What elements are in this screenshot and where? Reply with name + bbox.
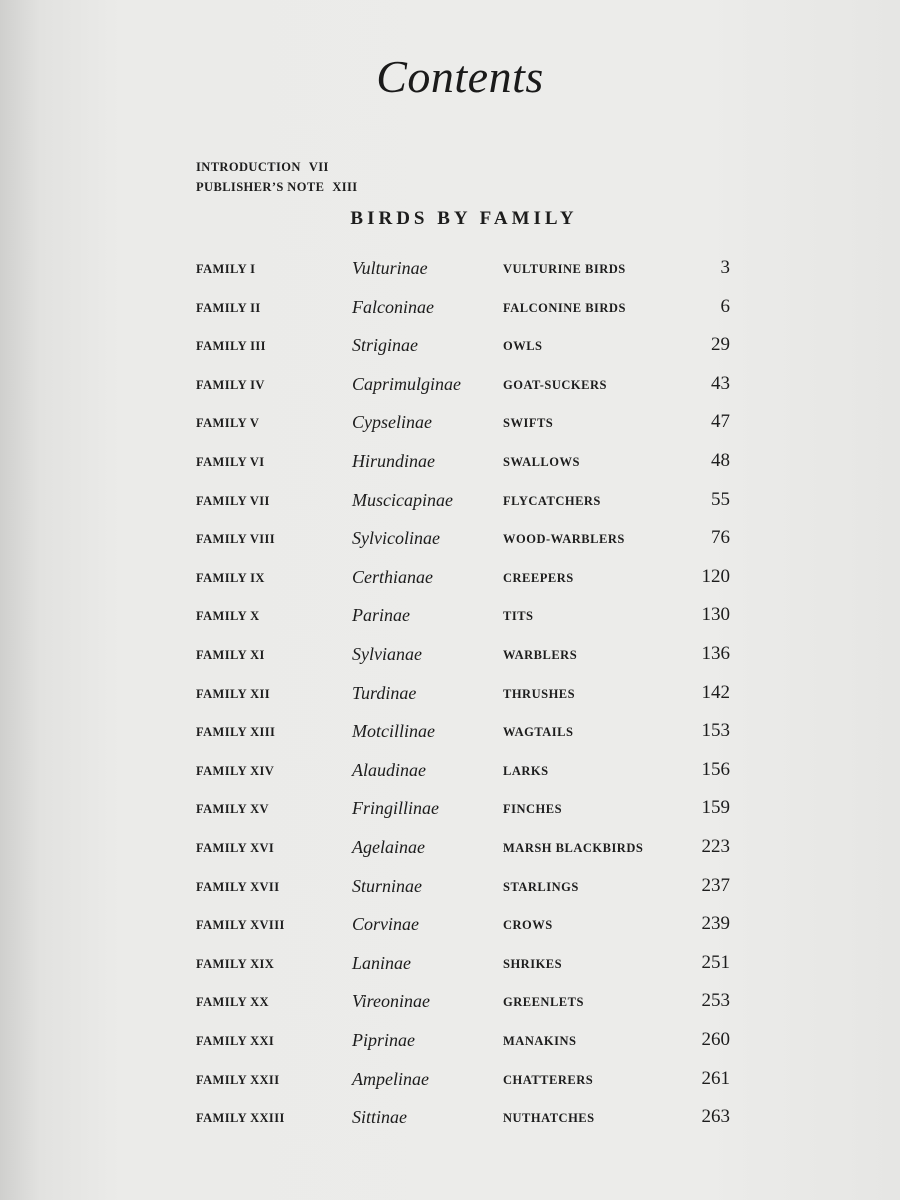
family-page-number: 6 bbox=[720, 295, 730, 317]
family-row bbox=[0, 824, 900, 862]
family-latin-name: Cypselinae bbox=[352, 412, 432, 433]
family-number: FAMILY XXIII bbox=[196, 1111, 285, 1126]
family-page-number: 153 bbox=[701, 720, 730, 742]
family-common-name: MANAKINS bbox=[503, 1034, 577, 1048]
family-latin-name: Sittinae bbox=[352, 1107, 407, 1128]
family-page-number: 55 bbox=[711, 488, 730, 510]
family-row bbox=[0, 1094, 900, 1132]
family-row bbox=[0, 399, 900, 437]
family-number: FAMILY XIX bbox=[196, 956, 275, 971]
family-page-number: 251 bbox=[701, 951, 730, 973]
family-number: FAMILY XIII bbox=[196, 725, 276, 740]
family-row bbox=[0, 322, 900, 360]
family-row bbox=[0, 747, 900, 785]
family-latin-name: Sylvicolinae bbox=[352, 528, 440, 549]
family-number: FAMILY V bbox=[196, 416, 260, 431]
family-row bbox=[0, 708, 900, 746]
family-row bbox=[0, 1017, 900, 1055]
family-latin-name: Agelainae bbox=[352, 837, 425, 857]
family-latin-name: Hirundinae bbox=[352, 451, 435, 471]
family-number: FAMILY XX bbox=[196, 995, 269, 1010]
family-row bbox=[0, 863, 900, 901]
family-latin-name: Vireoninae bbox=[352, 991, 430, 1012]
family-row bbox=[0, 361, 900, 399]
family-common-name: GOAT-SUCKERS bbox=[503, 377, 607, 392]
family-common-name: CREEPERS bbox=[503, 570, 574, 585]
family-number: FAMILY XVII bbox=[196, 879, 280, 894]
family-page-number: 142 bbox=[701, 681, 730, 703]
family-row bbox=[0, 901, 900, 939]
family-latin-name: Piprinae bbox=[352, 1030, 415, 1050]
family-common-name: STARLINGS bbox=[503, 879, 579, 894]
family-page-number: 223 bbox=[701, 836, 730, 857]
family-number: FAMILY VIII bbox=[196, 532, 276, 547]
family-page-number: 120 bbox=[701, 565, 730, 587]
family-row bbox=[0, 785, 900, 823]
family-number: FAMILY XII bbox=[196, 686, 271, 701]
family-common-name: SWIFTS bbox=[503, 416, 554, 431]
family-common-name: MARSH BLACKBIRDS bbox=[503, 841, 644, 855]
family-latin-name: Fringillinae bbox=[352, 798, 439, 819]
family-row bbox=[0, 245, 900, 283]
family-number: FAMILY IX bbox=[196, 570, 265, 585]
family-common-name: LARKS bbox=[503, 763, 549, 778]
family-latin-name: Striginae bbox=[352, 335, 418, 356]
front-matter-page: XIII bbox=[332, 180, 358, 194]
family-number: FAMILY IV bbox=[196, 377, 265, 392]
family-row bbox=[0, 284, 900, 322]
front-matter-label: INTRODUCTION bbox=[196, 160, 301, 174]
family-number: FAMILY XVIII bbox=[196, 918, 285, 933]
family-page-number: 237 bbox=[701, 874, 730, 896]
family-page-number: 260 bbox=[701, 1029, 730, 1050]
family-latin-name: Sturninae bbox=[352, 875, 422, 896]
family-common-name: FLYCATCHERS bbox=[503, 493, 601, 508]
family-page-number: 43 bbox=[711, 372, 730, 394]
family-page-number: 76 bbox=[711, 527, 730, 549]
family-latin-name: Motcillinae bbox=[352, 721, 435, 742]
family-number: FAMILY XXII bbox=[196, 1072, 280, 1087]
family-common-name: VULTURINE BIRDS bbox=[503, 262, 626, 276]
front-matter-item bbox=[196, 177, 358, 197]
family-common-name: GREENLETS bbox=[503, 995, 584, 1010]
family-number: FAMILY XV bbox=[196, 802, 269, 817]
family-row bbox=[0, 1056, 900, 1094]
family-row bbox=[0, 477, 900, 515]
family-latin-name: Falconinae bbox=[352, 296, 434, 317]
front-matter bbox=[196, 157, 358, 197]
family-common-name: TITS bbox=[503, 609, 534, 624]
family-latin-name: Turdinae bbox=[352, 682, 417, 703]
family-page-number: 159 bbox=[701, 797, 730, 819]
family-latin-name: Parinae bbox=[352, 605, 410, 626]
family-common-name: NUTHATCHES bbox=[503, 1111, 595, 1126]
family-common-name: OWLS bbox=[503, 339, 543, 354]
family-row bbox=[0, 940, 900, 978]
family-page-number: 47 bbox=[711, 411, 730, 433]
family-row bbox=[0, 631, 900, 669]
family-row bbox=[0, 592, 900, 630]
front-matter-label: PUBLISHER’S NOTE bbox=[196, 180, 325, 194]
family-latin-name: Laninae bbox=[352, 952, 412, 973]
front-matter-item bbox=[196, 157, 358, 177]
family-common-name: FINCHES bbox=[503, 802, 563, 817]
family-latin-name: Alaudinae bbox=[352, 759, 426, 780]
family-page-number: 136 bbox=[701, 643, 730, 664]
family-number: FAMILY XI bbox=[196, 648, 265, 662]
family-latin-name: Corvinae bbox=[352, 914, 419, 935]
family-number: FAMILY I bbox=[196, 262, 256, 276]
page-title: Contents bbox=[376, 51, 544, 102]
section-title: BIRDS BY FAMILY bbox=[350, 208, 578, 229]
family-common-name: WAGTAILS bbox=[503, 725, 574, 740]
family-number: FAMILY VI bbox=[196, 455, 265, 469]
front-matter-page: VII bbox=[308, 160, 329, 174]
family-row bbox=[0, 438, 900, 476]
family-page-number: 48 bbox=[711, 450, 730, 471]
family-page-number: 239 bbox=[701, 913, 730, 935]
family-page-number: 156 bbox=[701, 758, 730, 780]
family-number: FAMILY XXI bbox=[196, 1034, 275, 1048]
family-latin-name: Ampelinae bbox=[352, 1068, 429, 1089]
family-number: FAMILY XVI bbox=[196, 841, 275, 855]
family-latin-name: Certhianae bbox=[352, 566, 433, 587]
family-common-name: CHATTERERS bbox=[503, 1072, 594, 1087]
family-common-name: FALCONINE BIRDS bbox=[503, 300, 626, 315]
family-number: FAMILY II bbox=[196, 300, 261, 315]
family-common-name: WARBLERS bbox=[503, 648, 578, 662]
family-common-name: SWALLOWS bbox=[503, 455, 580, 469]
family-number: FAMILY III bbox=[196, 339, 266, 354]
family-page-number: 253 bbox=[701, 990, 730, 1012]
family-latin-name: Sylvianae bbox=[352, 644, 422, 664]
family-row bbox=[0, 978, 900, 1016]
family-number: FAMILY X bbox=[196, 609, 260, 624]
family-common-name: CROWS bbox=[503, 918, 553, 933]
family-row bbox=[0, 554, 900, 592]
family-row bbox=[0, 515, 900, 553]
family-latin-name: Muscicapinae bbox=[352, 489, 453, 510]
family-common-name: WOOD-WARBLERS bbox=[503, 532, 625, 547]
family-number: FAMILY XIV bbox=[196, 763, 275, 778]
family-latin-name: Caprimulginae bbox=[352, 373, 462, 394]
family-row bbox=[0, 670, 900, 708]
family-common-name: SHRIKES bbox=[503, 956, 563, 971]
family-latin-name: Vulturinae bbox=[352, 258, 428, 278]
family-page-number: 263 bbox=[701, 1106, 730, 1128]
family-page-number: 29 bbox=[711, 334, 730, 356]
family-common-name: THRUSHES bbox=[503, 686, 576, 701]
family-page-number: 261 bbox=[701, 1067, 730, 1089]
family-number: FAMILY VII bbox=[196, 493, 270, 508]
family-page-number: 3 bbox=[720, 257, 730, 278]
family-page-number: 130 bbox=[701, 604, 730, 626]
